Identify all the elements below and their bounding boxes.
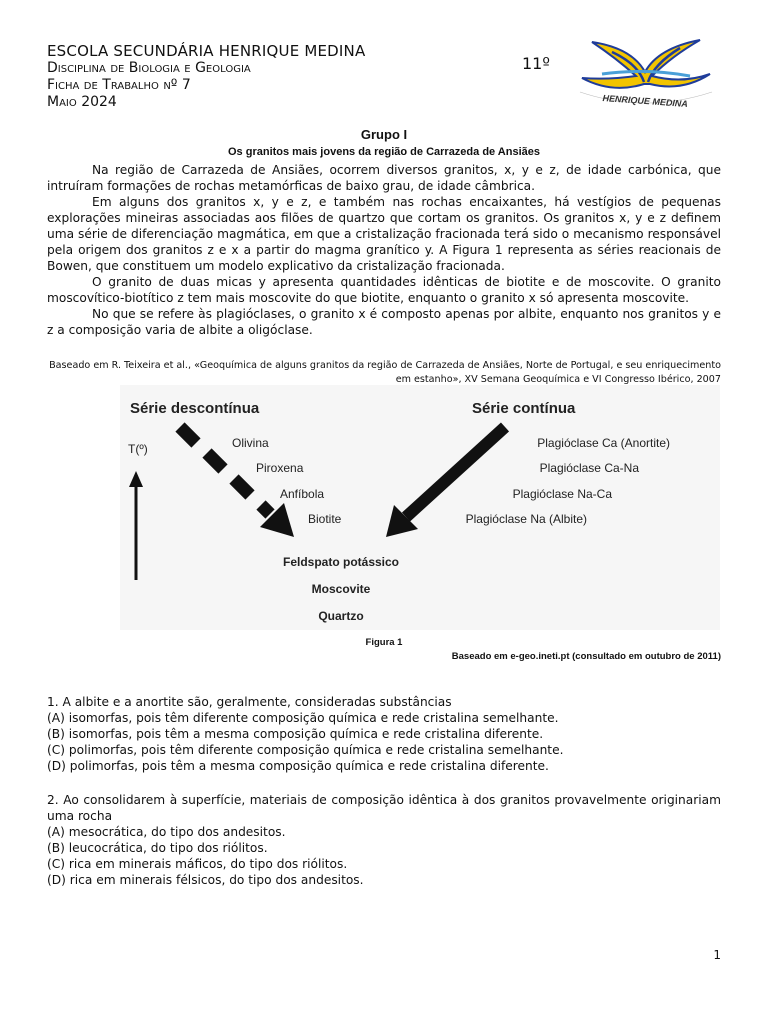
paragraph-2: Em alguns dos granitos x, y e z, e também nas rochas encaixantes, há vestígios de pequenas explorações mineiras associadas aos filões de quartzo que cortam os granitos. Os granitos x, y e z definem uma série de diferenciação magmática, em que a cristalização fracionada terá sido o mecanismo responsável pela origem dos granitos z e x a partir do magma granítico y. A Figura 1 representa as séries reacionais de Bowen, que constituem um modelo explicativo da cristalização fracionada. [47, 195, 721, 273]
grade-label: 11º [522, 54, 550, 73]
mineral-biotite: Biotite [308, 512, 342, 526]
mineral-plagioclase-ca-na: Plagióclase Ca-Na [539, 461, 639, 475]
group-title: Grupo I [360, 127, 408, 142]
paragraph-4: No que se refere às plagióclases, o granito x é composto apenas por albite, enquanto nos granitos y e z a composição varia de albite a oligóclase. [47, 307, 721, 337]
figure-label: Figura 1 [365, 637, 403, 648]
intro-text [47, 162, 721, 338]
option-c: (C) polimorfas, pois têm diferente composição química e rede cristalina semelhante. [47, 743, 564, 757]
option-c: (C) rica em minerais máficos, do tipo dos riólitos. [47, 857, 348, 871]
page-number: 1 [713, 948, 721, 962]
right-series-title: Série contínua [472, 400, 576, 417]
discipline: Disciplina de Biologia e Geologia [47, 60, 251, 76]
mineral-plagioclase-na-ca: Plagióclase Na-Ca [512, 487, 612, 501]
paragraph-3: O granito de duas micas y apresenta quantidades idênticas de biotite e de moscovite. O granito moscovítico-biotítico z tem mais moscovite do que biotite, enquanto o granito x só apresenta moscovite. [47, 275, 721, 305]
mineral-plagioclase-ca: Plagióclase Ca (Anortite) [537, 436, 670, 450]
mineral-moscovite: Moscovite [311, 582, 371, 596]
text-source: Baseado em R. Teixeira et al., «Geoquímica de alguns granitos da região de Carrazeda de Ansiães, Norte de Portugal, e seu enriquecimento em estanho», XV Semana Geoquímica e VI Congresso Ibérico, 2007 [49, 360, 721, 385]
option-b: (B) leucocrática, do tipo dos riólitos. [47, 841, 268, 855]
mineral-anfibola: Anfíbola [280, 487, 325, 501]
paragraph-1: Na região de Carrazeda de Ansiães, ocorrem diversos granitos, x, y e z, de idade carbónica, que intruíram formações de rochas metamórficas de baixo grau, de idade câmbrica. [47, 163, 721, 193]
mineral-olivina: Olivina [232, 436, 269, 450]
left-series-title: Série descontínua [130, 400, 260, 417]
mineral-quartzo: Quartzo [318, 609, 364, 623]
worksheet-number: Ficha de Trabalho nº 7 [47, 77, 191, 93]
mineral-piroxena: Piroxena [256, 461, 304, 475]
logo-lettering: HENRIQUE MEDINA [602, 93, 689, 109]
question-2 [47, 792, 721, 888]
option-a: (A) isomorfas, pois têm diferente composição química e rede cristalina semelhante. [47, 711, 559, 725]
option-b: (B) isomorfas, pois têm a mesma composição química e rede cristalina diferente. [47, 727, 544, 741]
worksheet-date: Maio 2024 [47, 94, 117, 110]
bowen-series-figure [120, 385, 720, 630]
figure-source: Baseado em e-geo.ineti.pt (consultado em outubro de 2011) [451, 651, 721, 662]
school-name: ESCOLA SECUNDÁRIA HENRIQUE MEDINA [47, 42, 366, 60]
option-a: (A) mesocrática, do tipo dos andesitos. [47, 825, 286, 839]
option-d: (D) rica em minerais félsicos, do tipo dos andesitos. [47, 873, 364, 887]
school-logo [572, 34, 718, 114]
mineral-feldspato: Feldspato potássico [282, 555, 400, 569]
bowen-diagram [120, 385, 720, 630]
document-header [47, 43, 365, 111]
question-stem: 1. A albite e a anortite são, geralmente, consideradas substâncias [47, 695, 452, 709]
temperature-axis-label: T(º) [128, 442, 148, 456]
mineral-plagioclase-na: Plagióclase Na (Albite) [465, 512, 587, 526]
option-d: (D) polimorfas, pois têm a mesma composição química e rede cristalina diferente. [47, 759, 549, 773]
question-stem: 2. Ao consolidarem à superfície, materiais de composição idêntica à dos granitos provavelmente originariam uma rocha [47, 793, 721, 823]
continuous-arrow [406, 427, 505, 517]
question-1 [47, 694, 721, 774]
group-subtitle: Os granitos mais jovens da região de Carrazeda de Ansiães [228, 146, 540, 158]
temperature-arrowhead [129, 471, 143, 487]
